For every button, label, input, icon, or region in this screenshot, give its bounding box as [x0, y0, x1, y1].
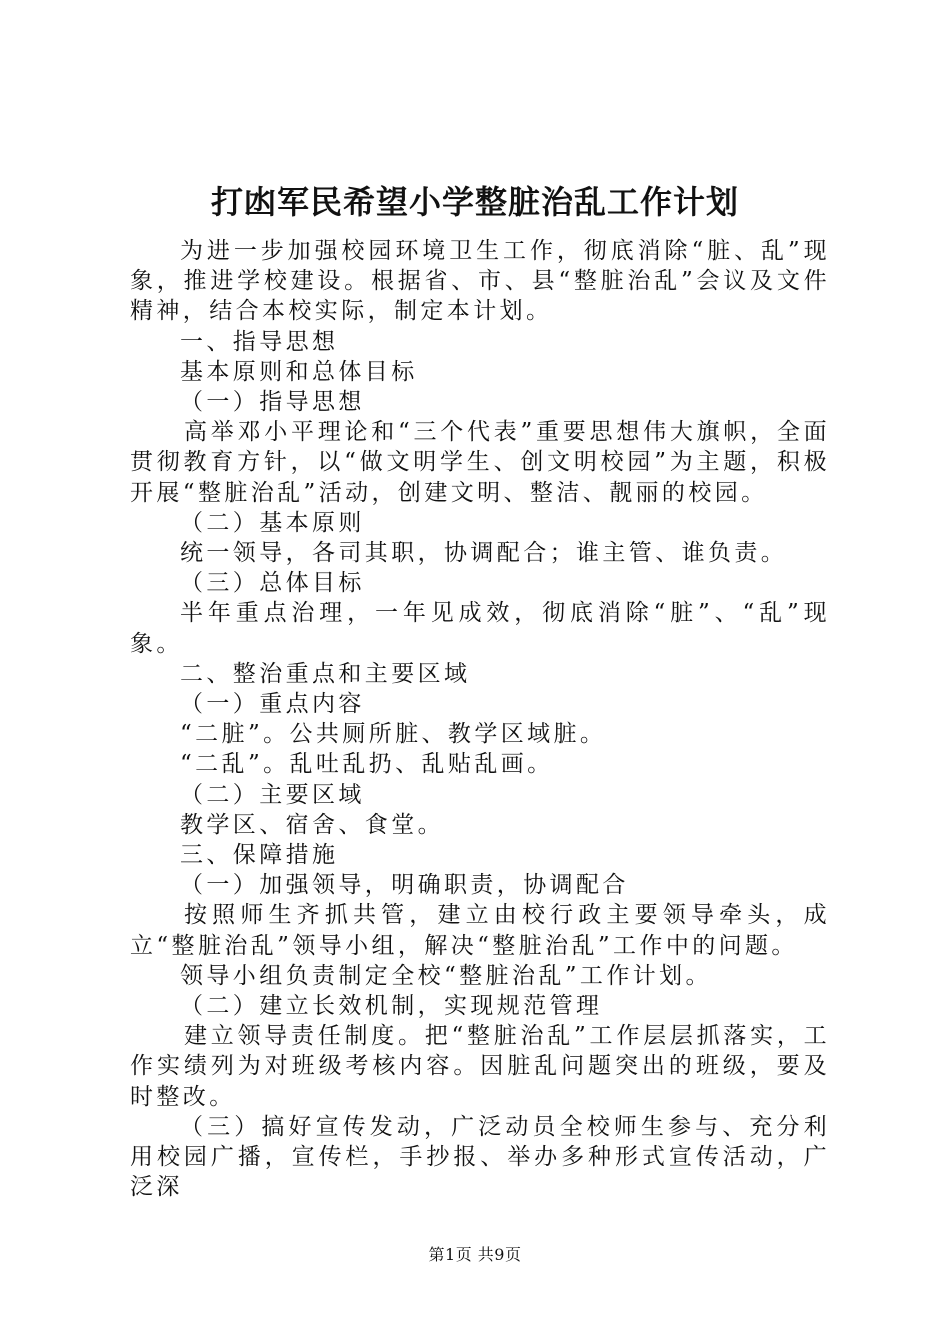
paragraph-two-messy: “二乱”。乱吐乱扔、乱贴乱画。: [180, 751, 554, 778]
heading-section-2: 二、整治重点和主要区域: [180, 660, 471, 687]
subheading-overall-goals: （三）总体目标: [180, 570, 365, 597]
paragraph-leadership: 按照师生齐抓共管，建立由校行政主要领导牵头，成立“整脏治乱”领导小组，解决“整脏治乱”工作中的问题。: [130, 902, 830, 959]
paragraph-main-areas: 教学区、宿舍、食堂。: [180, 811, 444, 838]
subheading-mechanism: （二）建立长效机制，实现规范管理: [180, 993, 603, 1020]
heading-principles-goals: 基本原则和总体目标: [180, 358, 418, 385]
paragraph-mechanism: 建立领导责任制度。把“整脏治乱”工作层层抓落实，工作实绩列为对班级考核内容。因脏乱问题突出的班级，要及时整改。: [130, 1023, 830, 1110]
subheading-guiding-thought: （一）指导思想: [180, 389, 365, 416]
paragraph-publicity: （三）搞好宣传发动，广泛动员全校师生参与、充分利用校园广播，宣传栏，手抄报、举办多种形式宣传活动，广泛深: [130, 1113, 830, 1201]
paragraph-basic-principles: 统一领导，各司其职，协调配合；谁主管、谁负责。: [180, 540, 788, 567]
paragraph-two-dirty: “二脏”。公共厕所脏、教学区域脏。: [180, 721, 607, 748]
subheading-key-content: （一）重点内容: [180, 691, 365, 718]
subheading-main-areas: （二）主要区域: [180, 781, 365, 808]
heading-section-1: 一、指导思想: [180, 328, 339, 355]
page-number-footer: 第1页 共9页: [428, 1245, 522, 1264]
document-body: [130, 236, 830, 1203]
subheading-leadership: （一）加强领导，明确职责，协调配合: [180, 872, 629, 899]
paragraph-overall-goals: 半年重点治理，一年见成效，彻底消除“脏”、“乱”现象。: [130, 600, 830, 657]
heading-section-3: 三、保障措施: [180, 842, 339, 869]
subheading-basic-principles: （二）基本原则: [180, 509, 365, 536]
document-title: 打凼军民希望小学整脏治乱工作计划: [210, 183, 739, 221]
paragraph-leadership-plan: 领导小组负责制定全校“整脏治乱”工作计划。: [180, 962, 712, 989]
paragraph-guiding-thought: 高举邓小平理论和“三个代表”重要思想伟大旗帜，全面贯彻教育方针，以“做文明学生、创文明校园”为主题，积极开展“整脏治乱”活动，创建文明、整洁、靓丽的校园。: [130, 419, 830, 506]
paragraph-intro: 为进一步加强校园环境卫生工作，彻底消除“脏、乱”现象，推进学校建设。根据省、市、县“整脏治乱”会议及文件精神，结合本校实际，制定本计划。: [130, 238, 830, 325]
